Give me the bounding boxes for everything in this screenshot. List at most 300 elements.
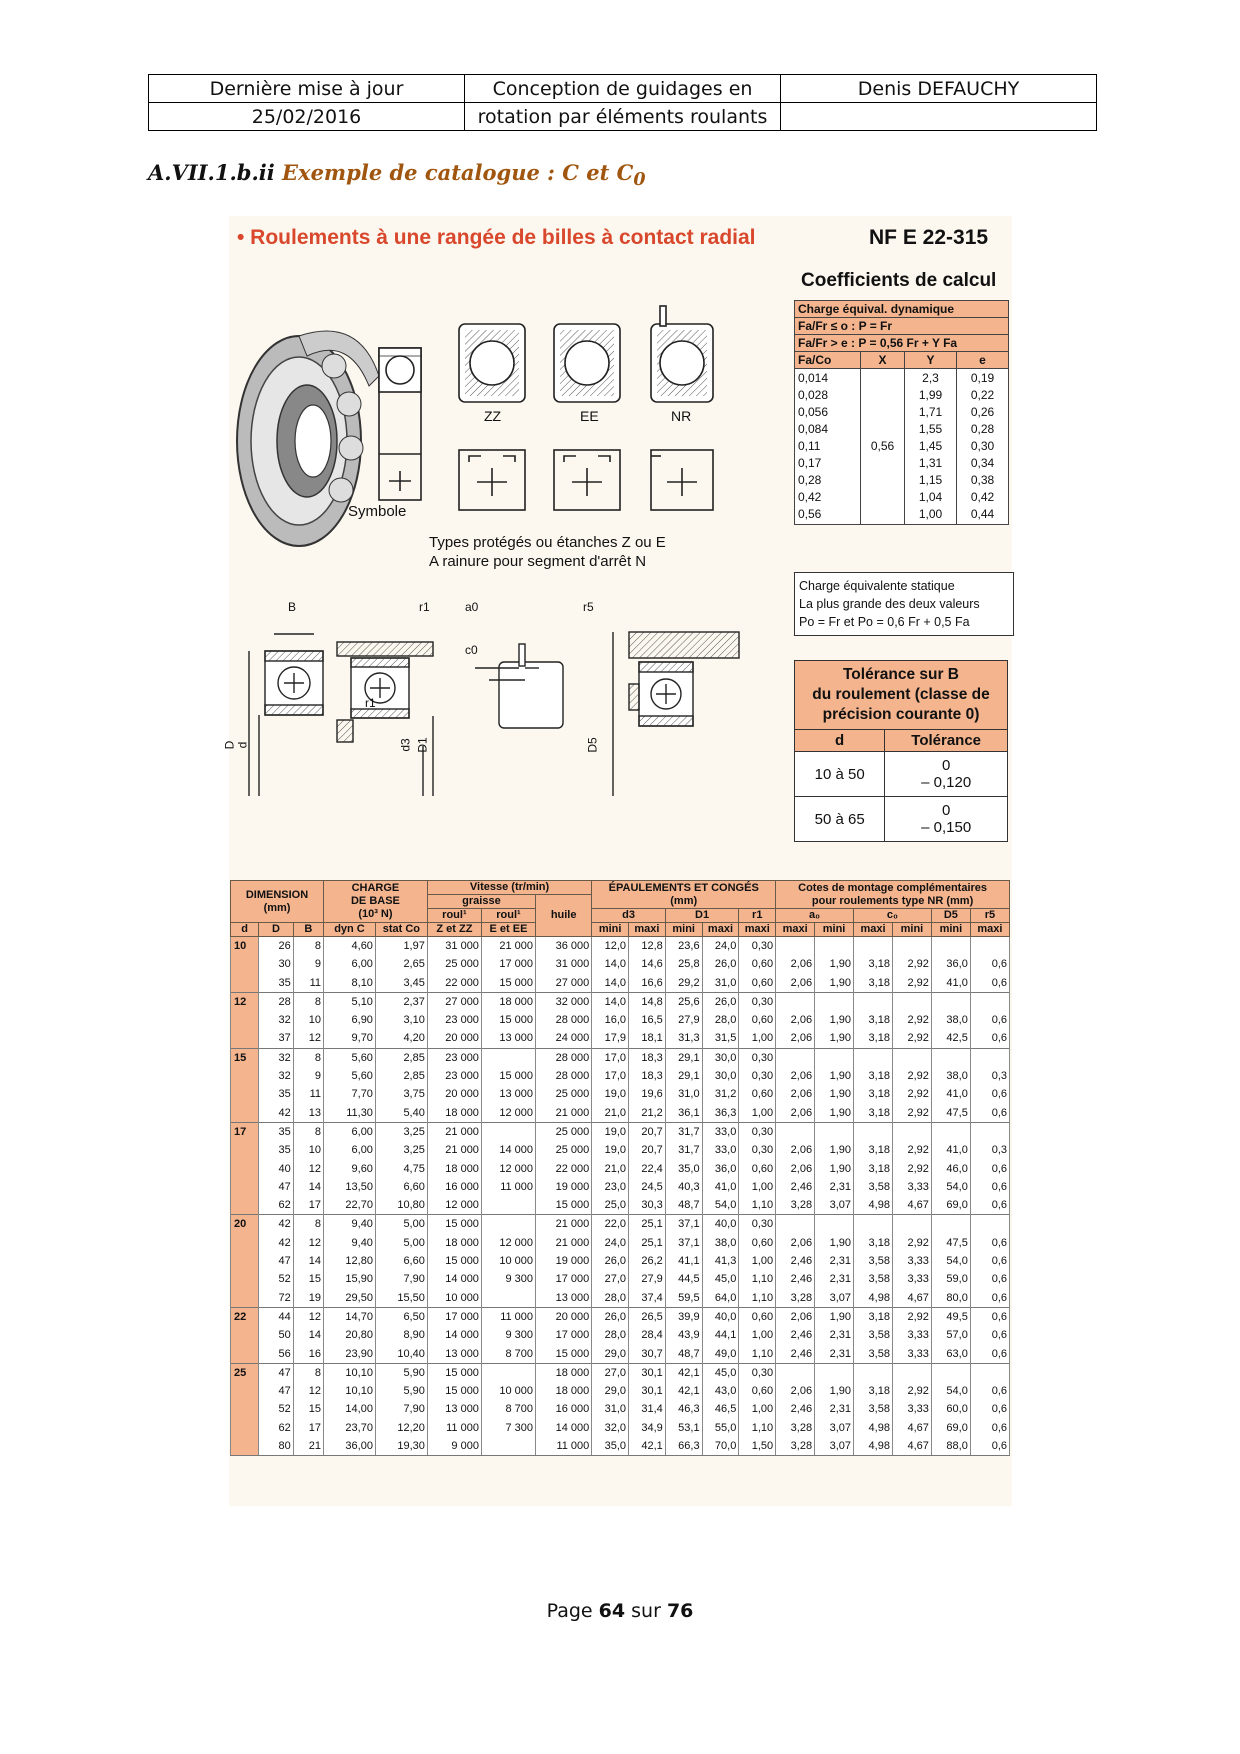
cell-D5-mini: 63,0 [931, 1345, 970, 1364]
cell-D1-maxi: 45,0 [702, 1270, 739, 1288]
x-value [861, 369, 905, 525]
cell-B: 10 [293, 1011, 323, 1029]
cell-D: 56 [259, 1345, 294, 1364]
cell-c0-maxi: 4,98 [854, 1196, 893, 1215]
cell-d3-mini: 22,0 [592, 1215, 629, 1234]
list-value: 0,19 [970, 371, 995, 385]
cell-a0-maxi [776, 1363, 815, 1382]
cell-D1-mini: 35,0 [665, 1160, 702, 1178]
cell-d3-maxi: 30,1 [629, 1382, 666, 1400]
cell-speed-zzz: 14 000 [427, 1326, 481, 1344]
cell-D5-mini: 47,5 [931, 1104, 970, 1123]
cell-speed-zzz: 15 000 [427, 1252, 481, 1270]
cell-c0-mini: 2,92 [892, 1029, 931, 1048]
cell-B: 14 [293, 1326, 323, 1344]
cell-c0-maxi: 3,18 [854, 974, 893, 993]
cell-speed-zzz: 10 000 [427, 1289, 481, 1308]
cell-D: 32 [259, 1011, 294, 1029]
cell-speed-eee: 15 000 [481, 1067, 535, 1085]
cell-D1-maxi: 41,0 [702, 1178, 739, 1196]
cell-c0-mini [892, 1048, 931, 1067]
cell-speed-oil: 20 000 [536, 1307, 592, 1326]
th-col-D1-mini: mini [665, 923, 702, 937]
cell-B: 12 [293, 1234, 323, 1252]
th-charge-unit: (10³ N) [358, 908, 393, 920]
cell-a0-mini: 1,90 [815, 1011, 854, 1029]
cell-D: 32 [259, 1067, 294, 1085]
cell-a0-maxi: 2,46 [776, 1345, 815, 1364]
cell-r1-maxi: 1,00 [739, 1252, 776, 1270]
cell-stat-co: 5,90 [375, 1382, 427, 1400]
cell-r1-maxi: 0,60 [739, 1307, 776, 1326]
cell-a0-maxi: 2,06 [776, 1160, 815, 1178]
cell-speed-zzz: 18 000 [427, 1234, 481, 1252]
cell-a0-mini: 3,07 [815, 1196, 854, 1215]
cell-d [231, 955, 259, 973]
cell-speed-zzz: 14 000 [427, 1270, 481, 1288]
cell-speed-zzz: 18 000 [427, 1160, 481, 1178]
cell-a0-maxi: 3,28 [776, 1419, 815, 1437]
static-line-1: Charge équivalente statique [799, 579, 955, 593]
dim-a0-label: a0 [465, 600, 479, 614]
cell-dyn-c: 20,80 [324, 1326, 376, 1344]
cell-speed-eee: 12 000 [481, 1234, 535, 1252]
cell-B: 15 [293, 1400, 323, 1418]
cell-d3-maxi: 18,3 [629, 1067, 666, 1085]
cell-d3-maxi: 31,4 [629, 1400, 666, 1418]
last-update-label: Dernière mise à jour [149, 75, 465, 103]
cell-d3-mini: 16,0 [592, 1011, 629, 1029]
cell-D5-mini: 41,0 [931, 1085, 970, 1103]
cell-dyn-c: 11,30 [324, 1104, 376, 1123]
table-row [231, 1382, 1010, 1400]
cell-B: 8 [293, 1048, 323, 1067]
cell-c0-mini: 4,67 [892, 1289, 931, 1308]
tolerance-box [794, 660, 1008, 842]
list-value: 0,26 [970, 405, 995, 419]
th-D5: D5 [931, 909, 970, 923]
cell-D: 35 [259, 1141, 294, 1159]
cell-dyn-c: 5,10 [324, 992, 376, 1011]
cell-speed-eee: 15 000 [481, 1011, 535, 1029]
cell-D: 52 [259, 1270, 294, 1288]
tolerance-title-3: précision courante 0) [822, 706, 980, 723]
cell-c0-mini [892, 937, 931, 956]
cell-d [231, 1437, 259, 1456]
th-col-statCo: stat Co [375, 923, 427, 937]
cell-D: 26 [259, 937, 294, 956]
section-heading [282, 160, 646, 191]
cell-d3-maxi: 28,4 [629, 1326, 666, 1344]
th-dimension [231, 881, 324, 923]
cell-speed-oil: 17 000 [536, 1270, 592, 1288]
cell-D5-mini: 69,0 [931, 1196, 970, 1215]
cell-speed-eee [481, 1437, 535, 1456]
cell-B: 10 [293, 1141, 323, 1159]
cell-speed-oil: 13 000 [536, 1289, 592, 1308]
cell-dyn-c: 9,40 [324, 1215, 376, 1234]
cell-dyn-c: 23,70 [324, 1419, 376, 1437]
cell-speed-oil: 18 000 [536, 1382, 592, 1400]
static-line-2: La plus grande des deux valeurs [799, 597, 980, 611]
cell-d [231, 1326, 259, 1344]
tolerance-title-2: du roulement (classe de [812, 686, 990, 703]
list-value: 0,056 [798, 405, 829, 419]
course-title-line1: Conception de guidages en [465, 75, 781, 103]
cell-D1-mini: 29,1 [665, 1067, 702, 1085]
cell-D: 42 [259, 1215, 294, 1234]
cell-D1-mini: 37,1 [665, 1234, 702, 1252]
cell-B: 12 [293, 1160, 323, 1178]
table-row [231, 1345, 1010, 1364]
cell-D5-mini: 38,0 [931, 1011, 970, 1029]
cell-d [231, 1085, 259, 1103]
cell-a0-mini: 2,31 [815, 1326, 854, 1344]
cell-d3-mini: 24,0 [592, 1234, 629, 1252]
cell-D1-mini: 31,7 [665, 1141, 702, 1159]
cell-d [231, 1400, 259, 1418]
list-value: 0,42 [970, 490, 995, 504]
cell-D: 28 [259, 992, 294, 1011]
coefficients-title: Coefficients de calcul [801, 270, 997, 291]
cell-a0-maxi: 2,06 [776, 974, 815, 993]
cell-c0-maxi: 3,18 [854, 955, 893, 973]
cell-D1-maxi: 45,0 [702, 1363, 739, 1382]
cell-a0-maxi: 2,06 [776, 1029, 815, 1048]
cell-D1-maxi: 26,0 [702, 992, 739, 1011]
cell-D1-mini: 31,0 [665, 1085, 702, 1103]
cell-r1-maxi: 0,30 [739, 1048, 776, 1067]
th-huile: huile [536, 895, 592, 937]
cell-c0-maxi: 3,18 [854, 1104, 893, 1123]
cell-speed-oil: 36 000 [536, 937, 592, 956]
th-col-r5-maxi: maxi [970, 923, 1009, 937]
cell-dyn-c: 23,90 [324, 1345, 376, 1364]
cell-d3-maxi: 37,4 [629, 1289, 666, 1308]
list-value: 1,15 [918, 473, 943, 487]
cell-speed-zzz: 16 000 [427, 1178, 481, 1196]
cell-speed-zzz: 27 000 [427, 992, 481, 1011]
cell-D5-mini: 41,0 [931, 974, 970, 993]
cell-D5-mini: 49,5 [931, 1307, 970, 1326]
dim-d-label: d [235, 741, 250, 749]
cell-r1-maxi: 0,30 [739, 992, 776, 1011]
cell-r5-maxi: 0,6 [970, 1104, 1009, 1123]
cell-a0-maxi: 3,28 [776, 1196, 815, 1215]
cell-d3-maxi: 20,7 [629, 1122, 666, 1141]
dynamic-load-table [794, 300, 1009, 525]
list-value: 0,084 [798, 422, 829, 436]
cell-D: 80 [259, 1437, 294, 1456]
cell-D5-mini: 88,0 [931, 1437, 970, 1456]
cell-D1-mini: 43,9 [665, 1326, 702, 1344]
col-fa-co: Fa/Co [795, 352, 861, 369]
cell-d: 22 [231, 1307, 259, 1326]
cell-c0-maxi [854, 992, 893, 1011]
cell-D1-mini: 25,6 [665, 992, 702, 1011]
cell-dyn-c: 14,00 [324, 1400, 376, 1418]
cell-c0-mini: 4,67 [892, 1419, 931, 1437]
cell-speed-oil: 31 000 [536, 955, 592, 973]
cell-D1-maxi: 36,0 [702, 1160, 739, 1178]
list-value: 0,28 [970, 422, 995, 436]
cell-speed-oil: 14 000 [536, 1419, 592, 1437]
cell-B: 19 [293, 1289, 323, 1308]
table-row [231, 1437, 1010, 1456]
nr-label: NR [671, 408, 692, 424]
cell-speed-oil: 27 000 [536, 974, 592, 993]
cell-c0-mini [892, 1122, 931, 1141]
cell-B: 8 [293, 1215, 323, 1234]
cell-d3-mini: 19,0 [592, 1141, 629, 1159]
cell-r5-maxi: 0,6 [970, 1345, 1009, 1364]
cell-D1-maxi: 70,0 [702, 1437, 739, 1456]
list-value: 0,11 [798, 439, 821, 453]
cell-D1-maxi: 30,0 [702, 1048, 739, 1067]
tol-row-2-lower: – 0,150 [921, 819, 972, 836]
cell-a0-maxi: 3,28 [776, 1289, 815, 1308]
list-value: 0,38 [970, 473, 995, 487]
cell-B: 14 [293, 1178, 323, 1196]
cell-D1-maxi: 31,2 [702, 1085, 739, 1103]
cell-a0-maxi: 2,46 [776, 1326, 815, 1344]
list-value: 0,28 [798, 473, 822, 487]
cell-r1-maxi: 1,00 [739, 1178, 776, 1196]
cell-a0-mini [815, 1215, 854, 1234]
cell-B: 17 [293, 1419, 323, 1437]
cell-B: 15 [293, 1270, 323, 1288]
cell-c0-maxi [854, 1048, 893, 1067]
cell-D1-mini: 42,1 [665, 1363, 702, 1382]
cell-stat-co: 3,45 [375, 974, 427, 993]
cell-speed-oil: 17 000 [536, 1326, 592, 1344]
cell-speed-eee: 18 000 [481, 992, 535, 1011]
cell-a0-maxi: 2,06 [776, 1104, 815, 1123]
list-value: 0,028 [798, 388, 829, 402]
cell-r5-maxi: 0,6 [970, 1400, 1009, 1418]
cell-dyn-c: 22,70 [324, 1196, 376, 1215]
th-charge [324, 881, 428, 923]
dim-D-label: D [222, 740, 237, 750]
cell-D5-mini [931, 1363, 970, 1382]
cell-speed-eee: 9 300 [481, 1270, 535, 1288]
table-row [231, 1067, 1010, 1085]
dynamic-rule-1: Fa/Fr ≤ o : P = Fr [795, 318, 1009, 335]
cell-r1-maxi: 0,60 [739, 1382, 776, 1400]
cell-speed-zzz: 15 000 [427, 1363, 481, 1382]
cell-speed-eee [481, 1363, 535, 1382]
cell-d3-mini: 28,0 [592, 1326, 629, 1344]
cell-c0-mini: 2,92 [892, 1011, 931, 1029]
table-row [231, 1122, 1010, 1141]
cell-d3-mini: 27,0 [592, 1363, 629, 1382]
cell-a0-maxi: 2,46 [776, 1252, 815, 1270]
table-row [231, 1270, 1010, 1288]
cell-d3-mini: 25,0 [592, 1196, 629, 1215]
cell-speed-eee: 11 000 [481, 1307, 535, 1326]
cell-d [231, 1029, 259, 1048]
cell-speed-oil: 24 000 [536, 1029, 592, 1048]
cell-D: 37 [259, 1029, 294, 1048]
cell-c0-maxi: 4,98 [854, 1419, 893, 1437]
cell-c0-mini: 4,67 [892, 1437, 931, 1456]
table-row [231, 974, 1010, 993]
cell-d3-mini: 29,0 [592, 1345, 629, 1364]
cell-a0-maxi: 2,06 [776, 1011, 815, 1029]
static-load-box [794, 572, 1014, 636]
cell-r1-maxi: 0,30 [739, 1122, 776, 1141]
cell-D1-mini: 37,1 [665, 1215, 702, 1234]
types-line-1: Types protégés ou étanches Z ou E [429, 534, 666, 551]
cell-d3-maxi: 26,5 [629, 1307, 666, 1326]
cell-a0-mini: 1,90 [815, 974, 854, 993]
cell-D1-mini: 42,1 [665, 1382, 702, 1400]
cell-dyn-c: 8,10 [324, 974, 376, 993]
cell-D1-mini: 29,2 [665, 974, 702, 993]
cell-c0-mini: 3,33 [892, 1178, 931, 1196]
cell-d3-maxi: 12,8 [629, 937, 666, 956]
cell-speed-zzz: 18 000 [427, 1104, 481, 1123]
cell-stat-co: 19,30 [375, 1437, 427, 1456]
cell-d3-mini: 27,0 [592, 1270, 629, 1288]
cell-d3-mini: 17,9 [592, 1029, 629, 1048]
cell-D5-mini [931, 1122, 970, 1141]
cell-a0-mini: 3,07 [815, 1289, 854, 1308]
cell-d [231, 1234, 259, 1252]
cell-speed-eee: 10 000 [481, 1382, 535, 1400]
th-a0: a₀ [776, 909, 854, 923]
section-heading-subscript: 0 [633, 170, 646, 191]
cell-dyn-c: 9,70 [324, 1029, 376, 1048]
cell-D5-mini: 46,0 [931, 1160, 970, 1178]
cell-D: 30 [259, 955, 294, 973]
cell-D1-maxi: 40,0 [702, 1215, 739, 1234]
th-col-D5-mini: mini [931, 923, 970, 937]
cell-stat-co: 10,80 [375, 1196, 427, 1215]
cell-speed-zzz: 31 000 [427, 937, 481, 956]
cell-d3-mini: 26,0 [592, 1307, 629, 1326]
th-col-d: d [231, 923, 259, 937]
cell-D5-mini: 54,0 [931, 1382, 970, 1400]
th-col-D: D [259, 923, 294, 937]
cell-c0-mini: 3,33 [892, 1252, 931, 1270]
th-epaulements-text: ÉPAULEMENTS ET CONGÉS [608, 881, 759, 894]
cell-r1-maxi: 1,00 [739, 1029, 776, 1048]
cell-c0-maxi: 3,58 [854, 1326, 893, 1344]
cell-dyn-c: 7,70 [324, 1085, 376, 1103]
cell-B: 12 [293, 1382, 323, 1400]
table-row [231, 1307, 1010, 1326]
cell-c0-mini: 2,92 [892, 1067, 931, 1085]
cell-D1-mini: 31,3 [665, 1029, 702, 1048]
th-D1: D1 [665, 909, 739, 923]
cell-speed-oil: 22 000 [536, 1160, 592, 1178]
dim-d3-label: d3 [398, 738, 413, 752]
cell-speed-eee: 13 000 [481, 1085, 535, 1103]
last-update-date: 25/02/2016 [149, 103, 465, 131]
dim-r1-label: r1 [419, 600, 430, 614]
cell-r5-maxi: 0,6 [970, 1252, 1009, 1270]
dynamic-title: Charge équival. dynamique [795, 301, 1009, 318]
cell-D1-mini: 44,5 [665, 1270, 702, 1288]
cell-B: 12 [293, 1307, 323, 1326]
cell-r5-maxi: 0,6 [970, 1289, 1009, 1308]
th-col-c0-mini: mini [892, 923, 931, 937]
tol-row-2-value [885, 797, 1007, 842]
cell-speed-eee: 13 000 [481, 1029, 535, 1048]
cell-d [231, 1382, 259, 1400]
th-col-d3-maxi: maxi [629, 923, 666, 937]
cell-speed-eee: 14 000 [481, 1141, 535, 1159]
cell-D5-mini: 59,0 [931, 1270, 970, 1288]
cell-speed-zzz: 15 000 [427, 1382, 481, 1400]
cell-a0-maxi: 2,06 [776, 955, 815, 973]
cell-c0-maxi [854, 1122, 893, 1141]
cell-d3-maxi: 19,6 [629, 1085, 666, 1103]
cell-c0-maxi [854, 937, 893, 956]
cell-a0-mini: 2,31 [815, 1345, 854, 1364]
cell-D5-mini: 54,0 [931, 1252, 970, 1270]
cell-speed-oil: 28 000 [536, 1011, 592, 1029]
cell-speed-eee [481, 1048, 535, 1067]
cell-stat-co: 4,75 [375, 1160, 427, 1178]
cell-dyn-c: 13,50 [324, 1178, 376, 1196]
cell-d [231, 974, 259, 993]
cell-D5-mini [931, 992, 970, 1011]
cell-c0-mini: 2,92 [892, 955, 931, 973]
cell-speed-eee [481, 1196, 535, 1215]
th-charge-text-2: DE BASE [350, 895, 400, 907]
th-col-D1-maxi: maxi [702, 923, 739, 937]
cell-speed-oil: 25 000 [536, 1141, 592, 1159]
cell-d [231, 1252, 259, 1270]
table-row [231, 1234, 1010, 1252]
table-row [231, 1252, 1010, 1270]
cell-D1-maxi: 33,0 [702, 1122, 739, 1141]
cell-speed-oil: 21 000 [536, 1215, 592, 1234]
cell-speed-zzz: 13 000 [427, 1345, 481, 1364]
list-value: 0,22 [970, 388, 995, 402]
cell-r1-maxi: 0,60 [739, 1234, 776, 1252]
cell-D5-mini [931, 937, 970, 956]
cell-D1-mini: 48,7 [665, 1345, 702, 1364]
section-title [148, 160, 646, 190]
tol-col-tol: Tolérance [885, 730, 1007, 752]
list-value: 0,42 [798, 490, 822, 504]
cell-D5-mini: 36,0 [931, 955, 970, 973]
cell-a0-mini: 1,90 [815, 1067, 854, 1085]
cell-D: 44 [259, 1307, 294, 1326]
col-x: X [861, 352, 905, 369]
cell-r5-maxi [970, 992, 1009, 1011]
bearing-drawings [229, 276, 789, 826]
cell-r5-maxi: 0,6 [970, 1196, 1009, 1215]
cell-stat-co: 7,90 [375, 1400, 427, 1418]
cell-r5-maxi: 0,6 [970, 1419, 1009, 1437]
cell-speed-oil: 28 000 [536, 1048, 592, 1067]
cell-B: 11 [293, 974, 323, 993]
cell-r1-maxi: 1,00 [739, 1104, 776, 1123]
cell-stat-co: 4,20 [375, 1029, 427, 1048]
cell-a0-mini: 1,90 [815, 1234, 854, 1252]
cell-B: 21 [293, 1437, 323, 1456]
table-row [231, 1011, 1010, 1029]
catalogue-title: • Roulements à une rangée de billes à contact radial [237, 226, 756, 249]
cell-r5-maxi [970, 1122, 1009, 1141]
cell-a0-maxi: 2,06 [776, 1382, 815, 1400]
symbol-open-bearing [379, 348, 421, 500]
mounting-drawing-groove [475, 644, 563, 728]
